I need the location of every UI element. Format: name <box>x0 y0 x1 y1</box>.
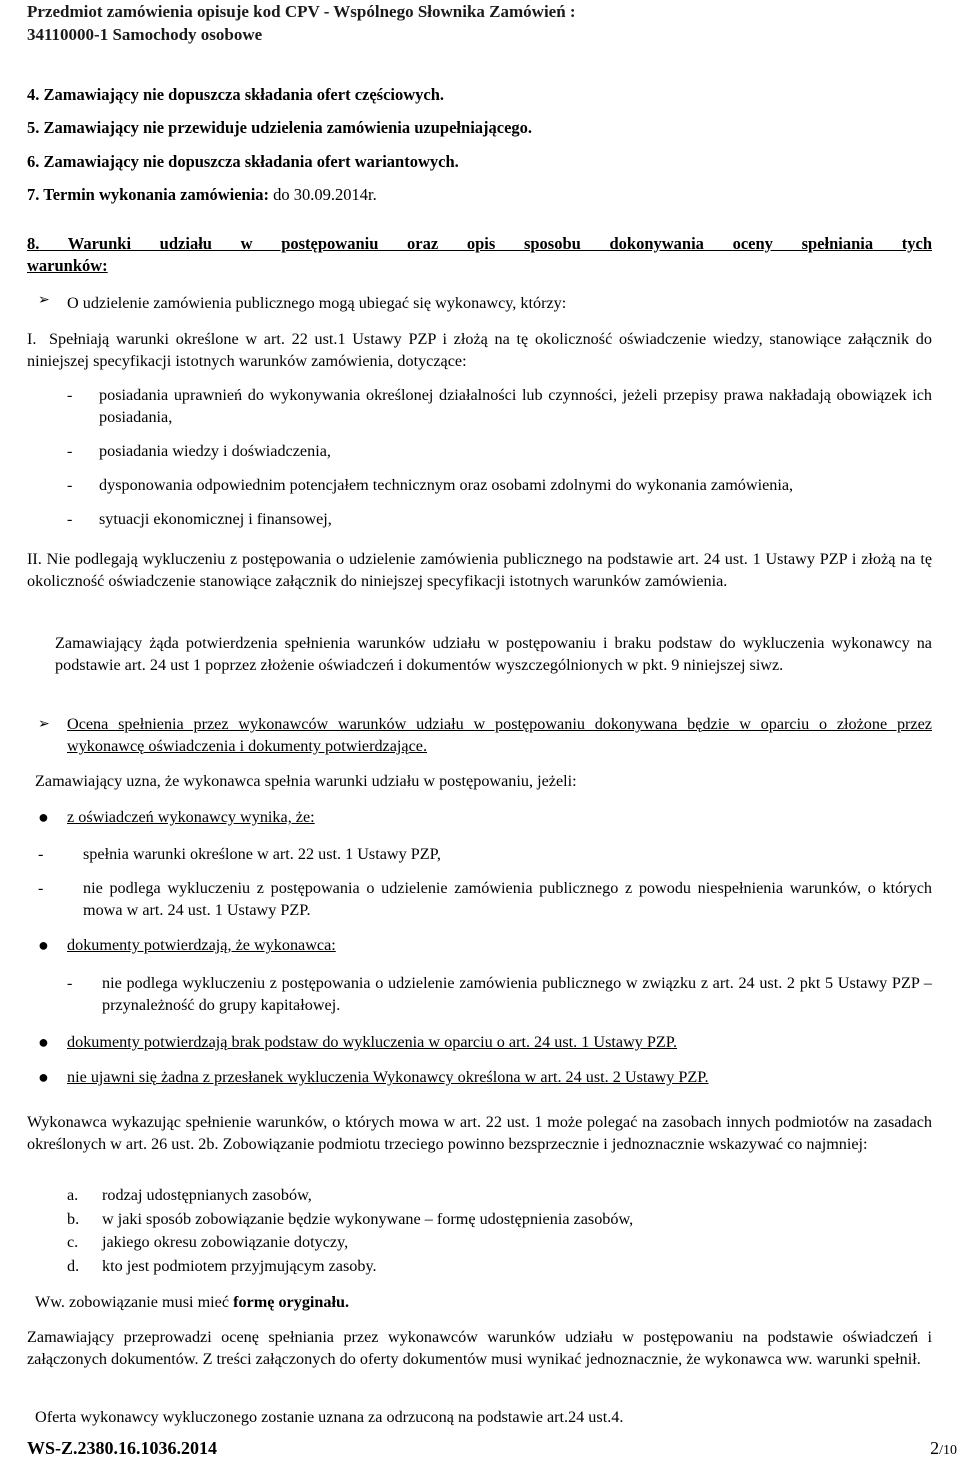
para-ww: Ww. zobowiązanie musi mieć formę oryginału. <box>35 1293 350 1311</box>
para-oferta: Oferta wykonawcy wykluczonego zostanie uznana za odrzuconą na podstawie art.24 ust.4. <box>35 1408 624 1426</box>
bullet-icon: ● <box>38 1032 49 1052</box>
item-6: 6. Zamawiający nie dopuszcza składania ofert wariantowych. <box>27 152 459 171</box>
item-7-value: do 30.09.2014r. <box>269 185 377 204</box>
item-7-label: 7. Termin wykonania zamówienia: <box>27 185 270 204</box>
list-item: a. rodzaj udostępnianych zasobów, <box>67 1186 312 1204</box>
list-item: - spełnia warunki określone w art. 22 ust. 1 Ustawy PZP, <box>38 845 441 863</box>
footer-ref: WS-Z.2380.16.1036.2014 <box>27 1438 218 1458</box>
list-item: - nie podlega wykluczeniu z postępowania o udzielenie zamówienia publicznego w związku z art. 24 ust. 2 pkt 5 Ustawy PZP – przynależność do grupy kapitałowej. <box>67 974 932 1014</box>
item-8 <box>27 233 932 277</box>
arrow-bullet-icon: ➢ <box>38 293 50 308</box>
list-item: - sytuacji ekonomicznej i finansowej, <box>67 510 332 528</box>
bullet-icon: ● <box>38 807 49 827</box>
list-item: c. jakiego okresu zobowiązanie dotyczy, <box>67 1233 349 1251</box>
letters-list <box>67 1184 932 1278</box>
para-ocena: Zamawiający przeprowadzi ocenę spełniania przez wykonawców warunków udziału w postępowaniu na podstawie oświadczeń i załączonych dokumentów. Z treści załączonych do oferty dokumentów musi wynikać jednoznacznie, że wykonawca ww. warunki spełnił. <box>27 1328 932 1368</box>
list-item: d. kto jest podmiotem przyjmującym zasoby. <box>67 1256 377 1275</box>
arrow-text-1: O udzielenie zamówienia publicznego mogą ubiegać się wykonawcy, którzy: <box>67 294 567 312</box>
dot1-dash-list <box>38 843 932 921</box>
arrow-bullet-icon: ➢ <box>38 717 50 732</box>
header-line-1: Przedmiot zamówienia opisuje kod CPV - Wspólnego Słownika Zamówień : <box>27 2 576 21</box>
dot4-text: nie ujawni się żadna z przesłanek wykluczenia Wykonawcy określona w art. 24 ust. 2 Ustawy PZP. <box>67 1068 709 1086</box>
item-8-line2: warunków: <box>27 256 108 275</box>
para-zada: Zamawiający żąda potwierdzenia spełnienia warunków udziału w postępowaniu i braku podstaw do wykluczenia wykonawcy na podstawie art. 24 ust 1 poprzez złożenie oświadczeń i dokumentów wyszczególnionych w pkt. 9 niniejszej siwz. <box>55 634 932 674</box>
header-line-2: 34110000-1 Samochody osobowe <box>27 25 263 44</box>
list-item: - posiadania uprawnień do wykonywania określonej działalności lub czynności, jeżeli przepisy prawa nakładają obowiązek ich posiadania, <box>67 386 932 426</box>
item-5: 5. Zamawiający nie przewiduje udzielenia zamówienia uzupełniającego. <box>27 118 533 137</box>
section-I-num: I. <box>27 330 37 348</box>
list-item: - dysponowania odpowiednim potencjałem technicznym oraz osobami zdolnymi do wykonania zamówienia, <box>67 476 794 494</box>
arrow-text-2: Ocena spełnienia przez wykonawców warunków udziału w postępowaniu dokonywana będzie w oparciu o złożone przez wykonawcę oświadczenia i dokumenty potwierdzające. <box>67 715 932 755</box>
page-number: 2/10 <box>930 1438 957 1458</box>
list-item: - posiadania wiedzy i doświadczenia, <box>67 442 331 460</box>
item-8-num: 8. <box>27 234 40 253</box>
section-II <box>27 548 932 592</box>
section-I-dash-list <box>67 384 932 530</box>
bullet-icon: ● <box>38 1067 49 1087</box>
dot1-title: z oświadczeń wykonawcy wynika, że: <box>67 808 315 826</box>
section-I-text: Spełniają warunki określone w art. 22 ust.1 Ustawy PZP i złożą na tę okoliczność oświadczenie wiedzy, stanowiące załącznik do niniejszej specyfikacji istotnych warunków zamówienia, dotyczące: <box>27 330 932 370</box>
list-item: - nie podlega wykluczeniu z postępowania o udzielenie zamówienia publicznego z powodu niespełnienia warunków, o których mowa w art. 24 ust. 1 Ustawy PZP. <box>38 879 932 919</box>
dot3-text: dokumenty potwierdzają brak podstaw do wykluczenia w oparciu o art. 24 ust. 1 Ustawy PZP. <box>67 1033 678 1051</box>
item-8-line1: 8. Warunki udziału w postępowaniu oraz opis sposobu dokonywania oceny spełniania tych <box>27 234 933 253</box>
section-II-num: II. <box>27 550 42 568</box>
dot2-dash-list <box>67 972 932 1016</box>
section-II-text: Nie podlegają wykluczeniu z postępowania o udzielenie zamówienia publicznego na podstawie art. 24 ust. 1 Ustawy PZP i złożą na tę okoliczność oświadczenie stanowiące załącznik do niniejszej specyfikacji istotnych warunków zamówienia. <box>27 550 933 590</box>
bullet-icon: ● <box>38 935 49 955</box>
item-4: 4. Zamawiający nie dopuszcza składania ofert częściowych. <box>27 85 445 104</box>
para-wykonawca: Wykonawca wykazując spełnienie warunków, o których mowa w art. 22 ust. 1 może polegać na zasobach innych podmiotów na zasadach określonych w art. 26 ust. 2b. Zobowiązanie podmiotu trzeciego powinno bezsprzecznie i jednoznacznie wskazywać co najmniej: <box>27 1113 932 1153</box>
dot2-title: dokumenty potwierdzają, że wykonawca: <box>67 936 336 954</box>
list-item: b. w jaki sposób zobowiązanie będzie wykonywane – formę udostępnienia zasobów, <box>67 1209 634 1228</box>
item-7 <box>27 185 377 205</box>
para-uzna: Zamawiający uzna, że wykonawca spełnia warunki udziału w postępowaniu, jeżeli: <box>35 772 577 790</box>
